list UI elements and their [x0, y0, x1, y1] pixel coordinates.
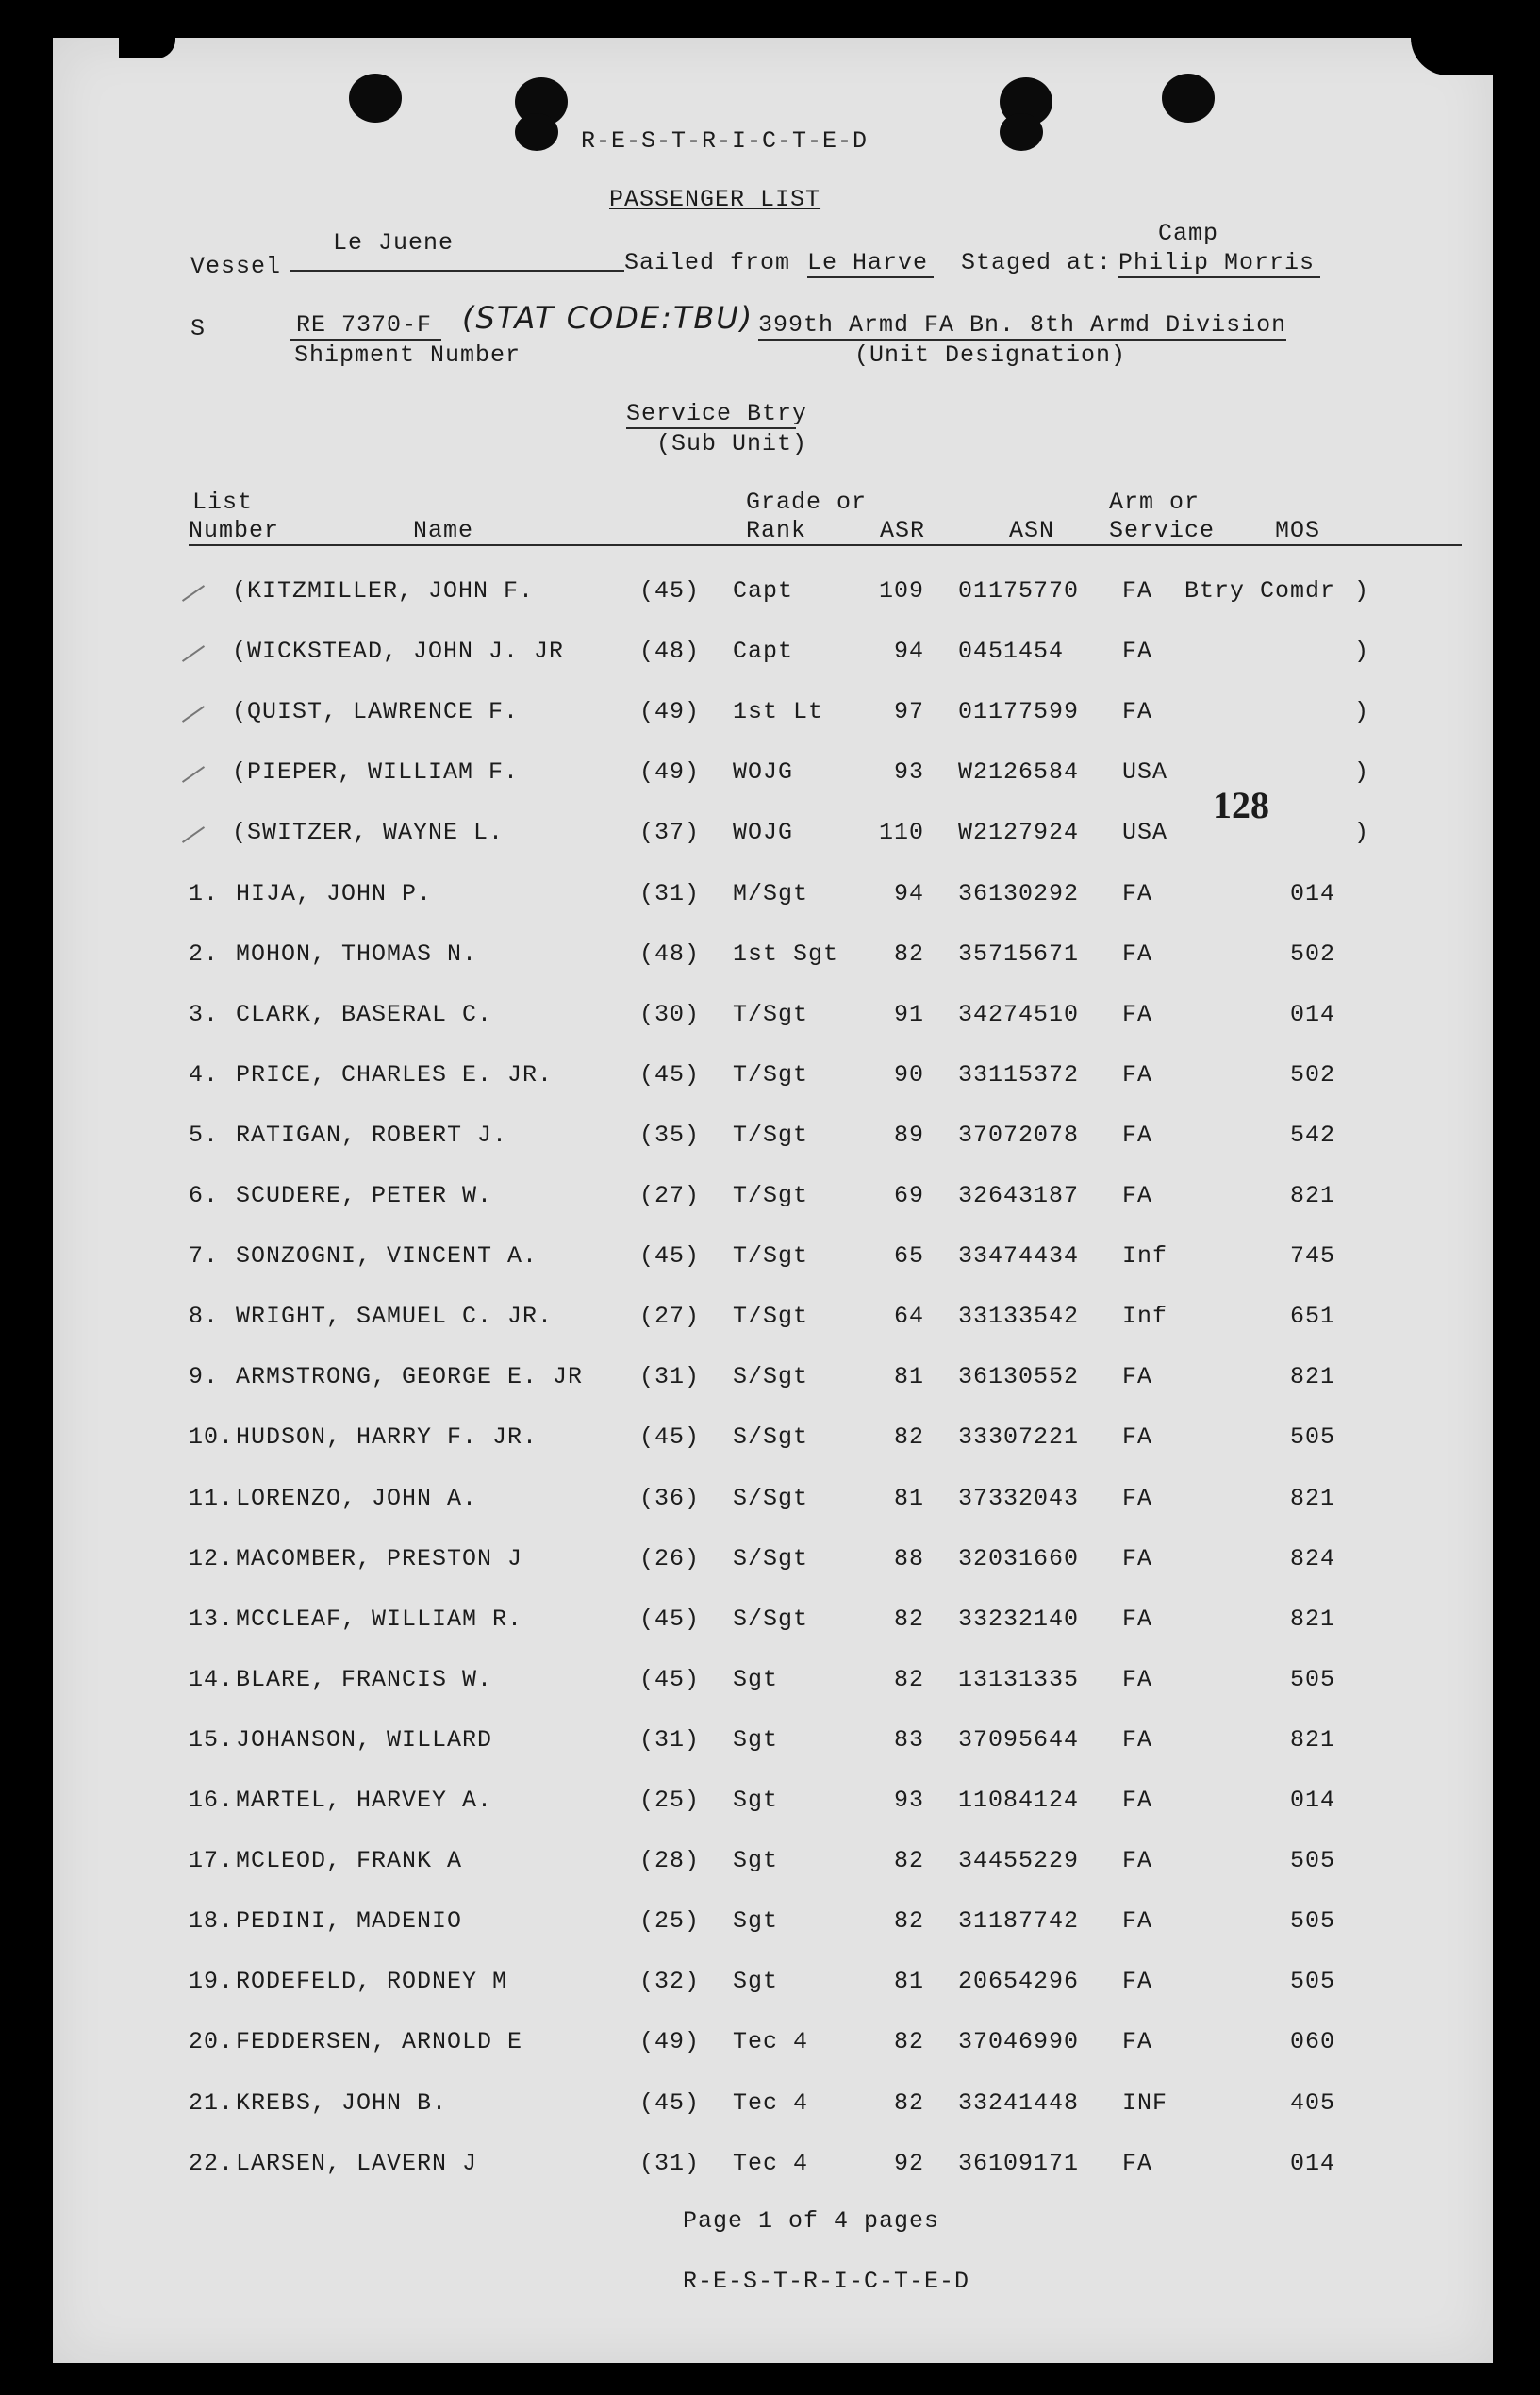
cell-asn: 33115372	[958, 1060, 1080, 1089]
check-mark	[182, 827, 205, 844]
cell-age: (45)	[639, 577, 701, 605]
col-arm-1: Arm or	[1109, 489, 1201, 516]
enlisted-row	[53, 1001, 1493, 1039]
cell-arm: FA	[1122, 1423, 1153, 1452]
col-asr: ASR	[880, 517, 926, 544]
officer-row	[53, 819, 1493, 857]
cell-asn: 34455229	[958, 1847, 1080, 1875]
cell-grade: S/Sgt	[733, 1363, 809, 1391]
cell-asn: 37332043	[958, 1484, 1080, 1512]
col-list-number-2: Number	[189, 517, 280, 544]
cell-grade: T/Sgt	[733, 1182, 809, 1209]
cell-name: (KITZMILLER, JOHN F.	[232, 577, 535, 605]
cell-arm: FA	[1122, 1787, 1153, 1814]
cell-age: (49)	[639, 758, 701, 787]
cell-num: 9.	[189, 1363, 220, 1391]
cell-arm: FA	[1122, 1725, 1153, 1754]
cell-age: (31)	[639, 879, 701, 907]
enlisted-row	[53, 1182, 1493, 1220]
enlisted-row	[53, 1787, 1493, 1824]
cell-age: (49)	[639, 698, 701, 726]
cell-age: (37)	[639, 819, 701, 847]
s-label: S	[190, 315, 207, 342]
cell-age: (25)	[639, 1787, 701, 1814]
cell-mos: 502	[1289, 940, 1335, 968]
cell-arm: FA	[1122, 577, 1153, 605]
cell-grade: Tec 4	[733, 2149, 809, 2177]
cell-grade: Sgt	[733, 1725, 779, 1754]
cell-asn: 37072078	[958, 1121, 1080, 1149]
cell-asn: 36130552	[958, 1363, 1080, 1391]
cell-arm: FA	[1122, 1000, 1153, 1028]
cell-grade: Tec 4	[733, 2028, 809, 2056]
cell-name: MARTEL, HARVEY A.	[236, 1787, 493, 1814]
officer-row	[53, 758, 1493, 796]
cell-arm: FA	[1122, 1907, 1153, 1936]
cell-mos: 821	[1289, 1363, 1335, 1391]
sub-unit-value: Service Btry	[626, 400, 808, 427]
cell-asr: 89	[893, 1121, 924, 1149]
enlisted-row	[53, 2089, 1493, 2127]
cell-mos: 542	[1289, 1121, 1335, 1149]
cell-grade: M/Sgt	[733, 879, 809, 907]
cell-mos: 405	[1289, 2088, 1335, 2117]
cell-age: (27)	[639, 1303, 701, 1331]
enlisted-row	[53, 1423, 1493, 1461]
check-mark	[182, 766, 205, 783]
cell-age: (48)	[639, 638, 701, 666]
cell-mos: 014	[1289, 2149, 1335, 2177]
cell-mos: 821	[1289, 1605, 1335, 1633]
cell-asr: 82	[893, 1423, 924, 1452]
cell-close: )	[1354, 698, 1370, 726]
cell-asr: 82	[893, 2088, 924, 2117]
cell-name: JOHANSON, WILLARD	[236, 1725, 493, 1754]
classification-bottom: R-E-S-T-R-I-C-T-E-D	[683, 2268, 970, 2295]
cell-grade: S/Sgt	[733, 1544, 809, 1572]
cell-arm: FA	[1122, 1847, 1153, 1875]
cell-close: )	[1354, 577, 1370, 605]
cell-age: (30)	[639, 1000, 701, 1028]
cell-name: RODEFELD, RODNEY M	[236, 1968, 508, 1996]
officer-row	[53, 698, 1493, 736]
cell-asr: 94	[893, 638, 924, 666]
cell-name: (QUIST, LAWRENCE F.	[232, 698, 520, 726]
cell-asn: 31187742	[958, 1907, 1080, 1936]
check-mark	[182, 585, 205, 602]
cell-age: (32)	[639, 1968, 701, 1996]
cell-arm: FA	[1122, 1544, 1153, 1572]
cell-asn: 36109171	[958, 2149, 1080, 2177]
cell-grade: 1st Lt	[733, 698, 824, 726]
officer-row	[53, 638, 1493, 675]
sailed-value: Le Harve	[807, 249, 934, 278]
enlisted-row	[53, 1485, 1493, 1522]
cell-name: HIJA, JOHN P.	[236, 879, 433, 907]
enlisted-row	[53, 1907, 1493, 1945]
cell-arm: USA	[1122, 819, 1168, 847]
cell-mos: 505	[1289, 1665, 1335, 1693]
cell-asn: 33307221	[958, 1423, 1080, 1452]
enlisted-row	[53, 2150, 1493, 2187]
cell-asn: 01175770	[958, 577, 1080, 605]
cell-grade: S/Sgt	[733, 1423, 809, 1452]
cell-age: (36)	[639, 1484, 701, 1512]
cell-asr: 82	[893, 1847, 924, 1875]
cell-age: (35)	[639, 1121, 701, 1149]
cell-asn: W2127924	[958, 819, 1080, 847]
cell-asn: 37095644	[958, 1725, 1080, 1754]
cell-name: MOHON, THOMAS N.	[236, 940, 478, 968]
cell-asr: 97	[893, 698, 924, 726]
cell-asr: 64	[893, 1303, 924, 1331]
cell-num: 18.	[189, 1907, 235, 1936]
col-grade-2: Rank	[746, 517, 807, 544]
cell-name: SONZOGNI, VINCENT A.	[236, 1242, 538, 1271]
cell-grade: T/Sgt	[733, 1060, 809, 1089]
cell-name: KREBS, JOHN B.	[236, 2088, 448, 2117]
camp-label: Camp	[1158, 220, 1219, 247]
cell-num: 7.	[189, 1242, 220, 1271]
shipment-number: RE 7370-F	[290, 311, 441, 341]
cell-mos: 824	[1289, 1544, 1335, 1572]
cell-num: 20.	[189, 2028, 235, 2056]
cell-asr: 93	[893, 1787, 924, 1814]
cell-asn: 01177599	[958, 698, 1080, 726]
punch-hole	[1162, 74, 1215, 123]
officer-row	[53, 577, 1493, 615]
page-info: Page 1 of 4 pages	[683, 2207, 940, 2235]
cell-asr: 81	[893, 1484, 924, 1512]
cell-arm: FA	[1122, 638, 1153, 666]
cell-asr: 110	[878, 819, 924, 847]
cell-asr: 82	[893, 1665, 924, 1693]
unit-designation-label: (Unit Designation)	[854, 341, 1127, 369]
torn-edge	[1411, 38, 1493, 75]
vessel-value: Le Juene	[333, 229, 455, 257]
cell-asn: 34274510	[958, 1000, 1080, 1028]
cell-asn: 11084124	[958, 1787, 1080, 1814]
cell-grade: S/Sgt	[733, 1605, 809, 1633]
enlisted-row	[53, 1303, 1493, 1340]
cell-arm: FA	[1122, 1605, 1153, 1633]
cell-age: (45)	[639, 1242, 701, 1271]
cell-name: (PIEPER, WILLIAM F.	[232, 758, 520, 787]
cell-asr: 82	[893, 1605, 924, 1633]
cell-asn: 33474434	[958, 1242, 1080, 1271]
cell-name: PEDINI, MADENIO	[236, 1907, 463, 1936]
cell-arm: USA	[1122, 758, 1168, 787]
cell-asr: 69	[893, 1182, 924, 1209]
cell-grade: T/Sgt	[733, 1121, 809, 1149]
stat-code-handwritten: (STAT CODE:TBU)	[462, 300, 754, 336]
enlisted-row	[53, 1605, 1493, 1643]
cell-asr: 65	[893, 1242, 924, 1271]
cell-asn: 35715671	[958, 940, 1080, 968]
cell-asn: 0451454	[958, 638, 1065, 666]
cell-grade: WOJG	[733, 819, 794, 847]
cell-asr: 82	[893, 2028, 924, 2056]
cell-asr: 109	[878, 577, 924, 605]
cell-grade: Tec 4	[733, 2088, 809, 2117]
cell-age: (45)	[639, 1423, 701, 1452]
cell-age: (45)	[639, 2088, 701, 2117]
cell-name: MACOMBER, PRESTON J	[236, 1544, 523, 1572]
cell-num: 15.	[189, 1725, 235, 1754]
cell-asr: 83	[893, 1725, 924, 1754]
enlisted-row	[53, 1545, 1493, 1583]
cell-asr: 90	[893, 1060, 924, 1089]
cell-asr: 93	[893, 758, 924, 787]
col-list-number-1: List	[192, 489, 254, 516]
cell-num: 1.	[189, 879, 220, 907]
punch-hole	[515, 113, 558, 151]
cell-age: (45)	[639, 1060, 701, 1089]
cell-name: MCLEOD, FRANK A	[236, 1847, 463, 1875]
staged-value: Philip Morris	[1118, 249, 1320, 278]
cell-age: (27)	[639, 1182, 701, 1209]
cell-age: (48)	[639, 940, 701, 968]
cell-age: (45)	[639, 1665, 701, 1693]
cell-mos: Btry Comdr	[1184, 577, 1336, 605]
cell-name: SCUDERE, PETER W.	[236, 1182, 493, 1209]
cell-mos: 014	[1289, 1787, 1335, 1814]
cell-num: 21.	[189, 2088, 235, 2117]
cell-mos: 014	[1289, 1000, 1335, 1028]
enlisted-row	[53, 940, 1493, 978]
cell-grade: Sgt	[733, 1968, 779, 1996]
cell-arm: FA	[1122, 1484, 1153, 1512]
col-mos: MOS	[1275, 517, 1321, 544]
cell-name: PRICE, CHARLES E. JR.	[236, 1060, 554, 1089]
cell-asr: 88	[893, 1544, 924, 1572]
cell-name: HUDSON, HARRY F. JR.	[236, 1423, 538, 1452]
cell-asn: 33133542	[958, 1303, 1080, 1331]
cell-num: 13.	[189, 1605, 235, 1633]
check-mark	[182, 706, 205, 723]
enlisted-row	[53, 880, 1493, 918]
cell-mos: 505	[1289, 1423, 1335, 1452]
cell-asn: 13131335	[958, 1665, 1080, 1693]
enlisted-row	[53, 1061, 1493, 1099]
cell-num: 14.	[189, 1665, 235, 1693]
cell-name: LORENZO, JOHN A.	[236, 1484, 478, 1512]
document-title: PASSENGER LIST	[609, 186, 821, 213]
cell-grade: T/Sgt	[733, 1303, 809, 1331]
cell-grade: Capt	[733, 638, 794, 666]
cell-age: (45)	[639, 1605, 701, 1633]
sailed-label: Sailed from	[624, 249, 791, 276]
cell-name: RATIGAN, ROBERT J.	[236, 1121, 508, 1149]
cell-age: (25)	[639, 1907, 701, 1936]
torn-edge	[119, 38, 175, 58]
cell-num: 6.	[189, 1182, 220, 1209]
enlisted-row	[53, 1666, 1493, 1704]
staged-label: Staged at:	[961, 249, 1113, 276]
cell-mos: 651	[1289, 1303, 1335, 1331]
cell-num: 8.	[189, 1303, 220, 1331]
cell-asr: 82	[893, 940, 924, 968]
cell-close: )	[1354, 638, 1370, 666]
cell-close: )	[1354, 819, 1370, 847]
cell-arm: FA	[1122, 940, 1153, 968]
cell-mos: 505	[1289, 1968, 1335, 1996]
cell-asn: 33232140	[958, 1605, 1080, 1633]
cell-asn: 37046990	[958, 2028, 1080, 2056]
cell-num: 3.	[189, 1000, 220, 1028]
cell-age: (49)	[639, 2028, 701, 2056]
check-mark	[182, 645, 205, 662]
enlisted-row	[53, 1726, 1493, 1764]
cell-name: BLARE, FRANCIS W.	[236, 1665, 493, 1693]
cell-age: (28)	[639, 1847, 701, 1875]
cell-arm: FA	[1122, 2028, 1153, 2056]
cell-num: 5.	[189, 1121, 220, 1149]
enlisted-row	[53, 1363, 1493, 1401]
cell-grade: Sgt	[733, 1787, 779, 1814]
enlisted-row	[53, 1122, 1493, 1159]
cell-num: 19.	[189, 1968, 235, 1996]
unit-designation: 399th Armd FA Bn. 8th Armd Division	[758, 311, 1287, 339]
sub-unit-label: (Sub Unit)	[656, 430, 808, 457]
cell-arm: Inf	[1122, 1303, 1168, 1331]
cell-asn: 20654296	[958, 1968, 1080, 1996]
shipment-number-label: Shipment Number	[294, 341, 522, 369]
cell-asr: 92	[893, 2149, 924, 2177]
cell-name: CLARK, BASERAL C.	[236, 1000, 493, 1028]
cell-arm: FA	[1122, 1121, 1153, 1149]
cell-arm: FA	[1122, 1060, 1153, 1089]
cell-arm: INF	[1122, 2088, 1168, 2117]
cell-asr: 94	[893, 879, 924, 907]
cell-age: (31)	[639, 1725, 701, 1754]
col-name: Name	[413, 517, 474, 544]
cell-arm: FA	[1122, 879, 1153, 907]
cell-mos: 014	[1289, 879, 1335, 907]
cell-name: (SWITZER, WAYNE L.	[232, 819, 505, 847]
cell-num: 4.	[189, 1060, 220, 1089]
cell-name: FEDDERSEN, ARNOLD E	[236, 2028, 523, 2056]
cell-asr: 81	[893, 1363, 924, 1391]
cell-name: LARSEN, LAVERN J	[236, 2149, 478, 2177]
cell-mos: 502	[1289, 1060, 1335, 1089]
cell-grade: Capt	[733, 577, 794, 605]
cell-asn: 36130292	[958, 879, 1080, 907]
cell-num: 11.	[189, 1484, 235, 1512]
cell-age: (31)	[639, 1363, 701, 1391]
cell-age: (31)	[639, 2149, 701, 2177]
cell-grade: T/Sgt	[733, 1242, 809, 1271]
page-stamp-number: 128	[1213, 784, 1269, 826]
col-asn: ASN	[1009, 517, 1055, 544]
enlisted-row	[53, 1968, 1493, 2005]
cell-name: WRIGHT, SAMUEL C. JR.	[236, 1303, 554, 1331]
cell-name: (WICKSTEAD, JOHN J. JR	[232, 638, 565, 666]
cell-grade: S/Sgt	[733, 1484, 809, 1512]
cell-mos: 821	[1289, 1725, 1335, 1754]
cell-asr: 91	[893, 1000, 924, 1028]
enlisted-row	[53, 1847, 1493, 1885]
vessel-label: Vessel	[190, 253, 282, 280]
cell-num: 12.	[189, 1544, 235, 1572]
cell-arm: Inf	[1122, 1242, 1168, 1271]
header-rule	[189, 544, 1462, 546]
punch-hole	[349, 74, 402, 123]
cell-asn: W2126584	[958, 758, 1080, 787]
cell-grade: Sgt	[733, 1907, 779, 1936]
classification-top: R-E-S-T-R-I-C-T-E-D	[581, 127, 869, 155]
cell-mos: 821	[1289, 1182, 1335, 1209]
col-grade-1: Grade or	[746, 489, 868, 516]
cell-close: )	[1354, 758, 1370, 787]
cell-mos: 060	[1289, 2028, 1335, 2056]
cell-arm: FA	[1122, 1665, 1153, 1693]
cell-mos: 821	[1289, 1484, 1335, 1512]
cell-num: 10.	[189, 1423, 235, 1452]
cell-name: ARMSTRONG, GEORGE E. JR	[236, 1363, 584, 1391]
enlisted-row	[53, 2028, 1493, 2066]
cell-arm: FA	[1122, 1363, 1153, 1391]
cell-grade: T/Sgt	[733, 1000, 809, 1028]
cell-grade: Sgt	[733, 1847, 779, 1875]
cell-age: (26)	[639, 1544, 701, 1572]
cell-grade: WOJG	[733, 758, 794, 787]
cell-num: 2.	[189, 940, 220, 968]
cell-arm: FA	[1122, 698, 1153, 726]
cell-asr: 81	[893, 1968, 924, 1996]
col-arm-2: Service	[1109, 517, 1216, 544]
cell-arm: FA	[1122, 2149, 1153, 2177]
cell-num: 22.	[189, 2149, 235, 2177]
cell-asr: 82	[893, 1907, 924, 1936]
cell-grade: Sgt	[733, 1665, 779, 1693]
cell-num: 17.	[189, 1847, 235, 1875]
cell-asn: 32643187	[958, 1182, 1080, 1209]
cell-arm: FA	[1122, 1968, 1153, 1996]
cell-arm: FA	[1122, 1182, 1153, 1209]
enlisted-row	[53, 1242, 1493, 1280]
cell-mos: 745	[1289, 1242, 1335, 1271]
punch-hole	[1000, 113, 1043, 151]
cell-num: 16.	[189, 1787, 235, 1814]
cell-mos: 505	[1289, 1847, 1335, 1875]
cell-grade: 1st Sgt	[733, 940, 839, 968]
cell-asn: 32031660	[958, 1544, 1080, 1572]
cell-name: MCCLEAF, WILLIAM R.	[236, 1605, 523, 1633]
document-page	[53, 38, 1493, 2363]
cell-asn: 33241448	[958, 2088, 1080, 2117]
cell-mos: 505	[1289, 1907, 1335, 1936]
